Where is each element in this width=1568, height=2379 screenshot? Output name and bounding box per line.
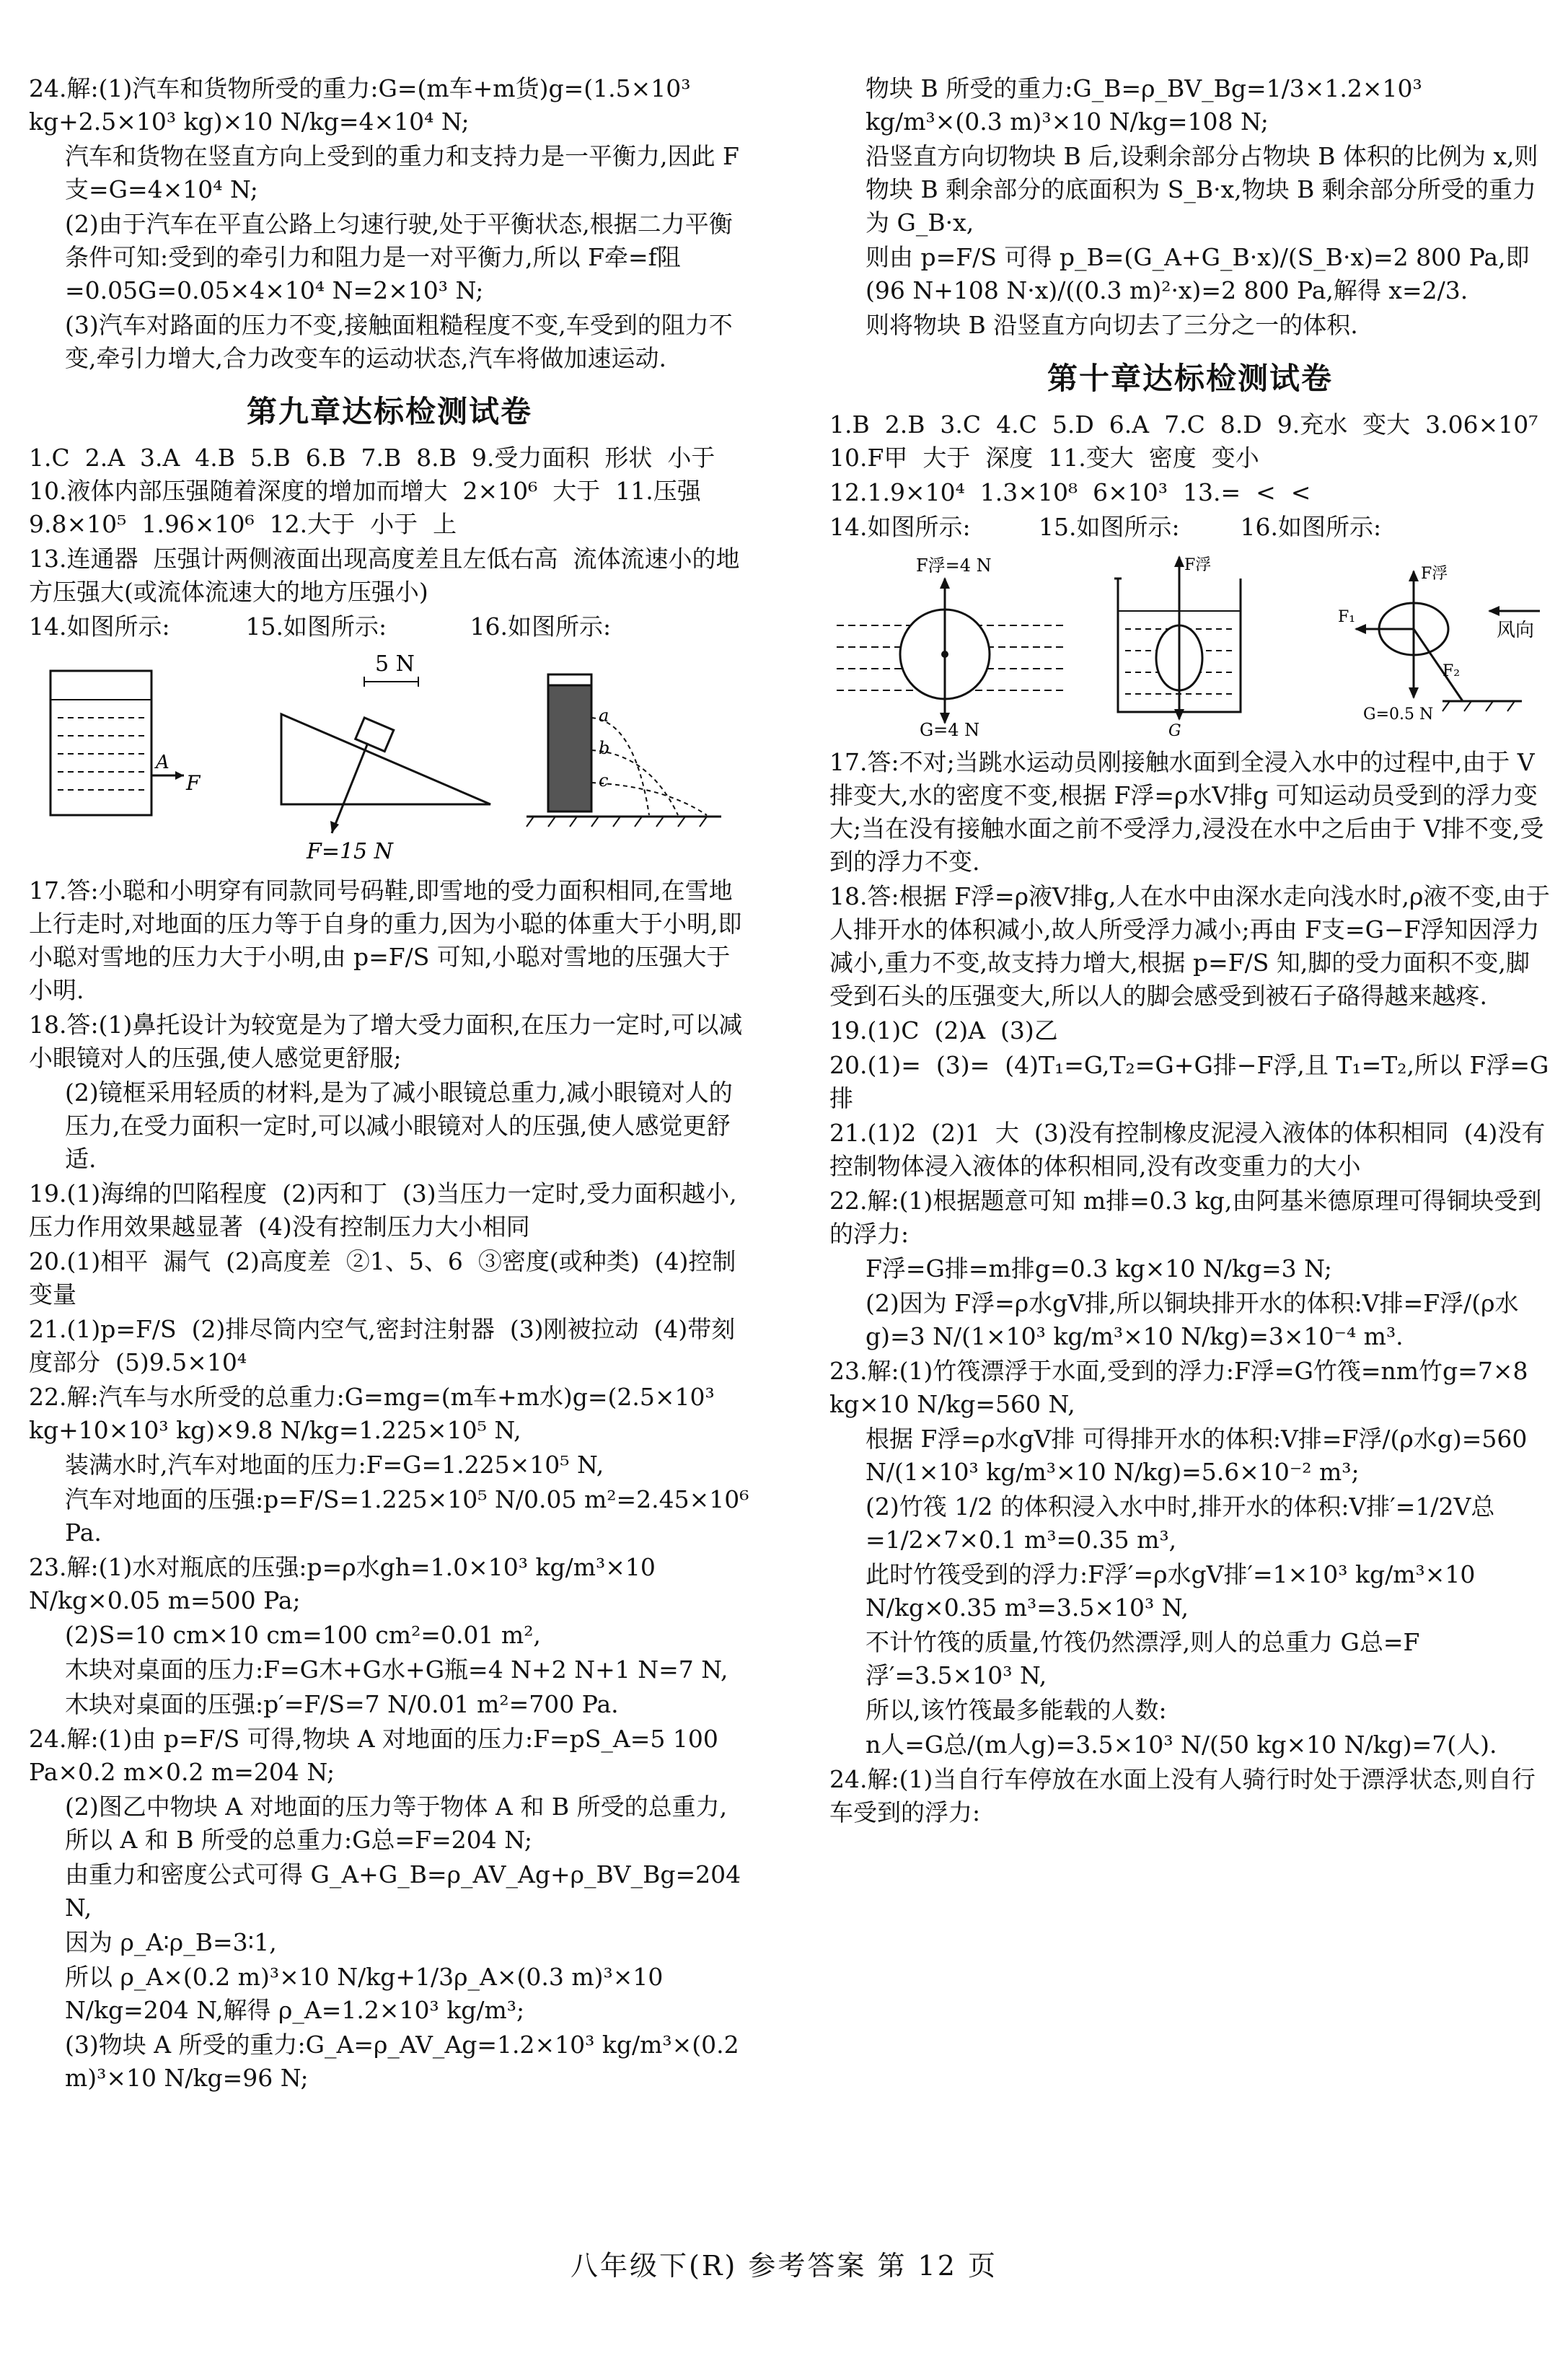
answer-paragraph: 19.(1)海绵的凹陷程度 (2)丙和丁 (3)当压力一定时,受力面积越小,压力作用效果越显著 (4)没有控制压力大小相同	[29, 1179, 737, 1241]
answer-paragraph: 汽车和货物在竖直方向上受到的重力和支持力是一平衡力,因此 F支=G=4×10⁴ N;	[65, 142, 739, 203]
answer-paragraph: 24.解:(1)由 p=F/S 可得,物块 A 对地面的压力:F=pS_A=5 100 Pa×0.2 m×0.2 m=204 N;	[29, 1725, 726, 1786]
answer-paragraph: 24.解:(1)当自行车停放在水面上没有人骑行时处于漂浮状态,则自行车受到的浮力:	[829, 1765, 1536, 1826]
answer-paragraph: 20.(1)相平 漏气 (2)高度差 ②1、5、6 ③密度(或种类) (4)控制变量	[29, 1247, 736, 1309]
answer-paragraph: 物块 B 所受的重力:G_B=ρ_BV_Bg=1/3×1.2×10³ kg/m³×(0.3 m)³×10 N/kg=108 N;	[866, 74, 1430, 136]
answer-paragraph: n人=G总/(m人g)=3.5×10³ N/(50 kg×10 N/kg)=7(人).	[866, 1731, 1497, 1759]
answer-paragraph: 1.C 2.A 3.A 4.B 5.B 6.B 7.B 8.B 9.受力面积 形状 小于 10.液体内部压强随着深度的增加而增大 2×10⁶ 大于 11.压强 9.8×10⁵ 1.96×10⁶ 12.大于 小于 上	[29, 444, 731, 538]
fig16-jets	[527, 674, 721, 827]
answer-paragraph: 装满水时,汽车对地面的压力:F=G=1.225×10⁵ N,	[65, 1451, 604, 1479]
fig14-point-label: A	[156, 752, 169, 773]
answer-paragraph: 21.(1)p=F/S (2)排尽筒内空气,密封注射器 (3)刚被拉动 (4)带刻度部分 (5)9.5×10⁴	[29, 1315, 736, 1376]
fig15-buoyancy-label: F浮	[1184, 556, 1212, 574]
chapter9-figures	[29, 649, 750, 866]
fig16-f1-label: F₁	[1338, 608, 1356, 626]
answer-paragraph: (3)物块 A 所受的重力:G_A=ρ_AV_Ag=1.2×10³ kg/m³×(0.2 m)³×10 N/kg=96 N;	[65, 2031, 747, 2092]
answer-paragraph: (2)竹筏 1/2 的体积浸入水中时,排开水的体积:V排′=1/2V总=1/2×7×0.1 m³=0.35 m³,	[866, 1492, 1495, 1554]
answer-paragraph: 不计竹筏的质量,竹筏仍然漂浮,则人的总重力 G总=F浮′=3.5×10³ N,	[866, 1628, 1420, 1689]
answer-paragraph: 因为 ρ_A∶ρ_B=3∶1,	[65, 1928, 277, 1956]
right-column	[829, 72, 1554, 1831]
answer-paragraph: 22.解:汽车与水所受的总重力:G=mg=(m车+m水)g=(2.5×10³ kg+10×10³ kg)×9.8 N/kg=1.225×10⁵ N,	[29, 1383, 723, 1444]
answer-paragraph: 木块对桌面的压强:p′=F/S=7 N/0.01 m²=700 Pa.	[65, 1690, 619, 1718]
fig15-beaker	[1114, 555, 1241, 737]
answer-paragraph: 则由 p=F/S 可得 p_B=(G_A+G_B·x)/(S_B·x)=2 800 Pa,即 (96 N+108 N·x)/((0.3 m)²·x)=2 800 Pa,解得 x=2/3.	[866, 243, 1538, 304]
chapter10-figures	[829, 550, 1551, 737]
answer-paragraph: 所以,该竹筏最多能载的人数:	[866, 1696, 1167, 1724]
fig16-gravity-label: G=0.5 N	[1363, 705, 1434, 724]
answer-paragraph: 此时竹筏受到的浮力:F浮′=ρ水gV排′=1×10³ kg/m³×10 N/kg×0.35 m³=3.5×10³ N,	[866, 1560, 1483, 1622]
answer-paragraph: 23.解:(1)水对瓶底的压强:p=ρ水gh=1.0×10³ kg/m³×10 N/kg×0.05 m=500 Pa;	[29, 1553, 664, 1614]
answer-paragraph: 则将物块 B 沿竖直方向切去了三分之一的体积.	[866, 311, 1358, 339]
answer-paragraph: (2)图乙中物块 A 对地面的压力等于物体 A 和 B 所受的总重力,所以 A 和 B 所受的总重力:G总=F=204 N;	[65, 1793, 728, 1854]
answer-paragraph: 14.如图所示: 15.如图所示: 16.如图所示:	[29, 612, 612, 641]
answer-paragraph: 23.解:(1)竹筏漂浮于水面,受到的浮力:F浮=G竹筏=nm竹g=7×8 kg×10 N/kg=560 N,	[829, 1357, 1536, 1418]
answer-paragraph: 根据 F浮=ρ水gV排 可得排开水的体积:V排=F浮/(ρ水g)=560 N/(1×10³ kg/m³×10 N/kg)=5.6×10⁻² m³;	[866, 1425, 1535, 1486]
answer-paragraph: 汽车对地面的压强:p=F/S=1.225×10⁵ N/0.05 m²=2.45×10⁶ Pa.	[65, 1485, 757, 1547]
fig15-force-label: F=15 N	[307, 839, 393, 864]
fig16-label-a: a	[599, 705, 609, 726]
answer-paragraph: 17.答:不对;当跳水运动员刚接触水面到全浸入水中的过程中,由于 V排变大,水的密度不变,根据 F浮=ρ水V排g 可知运动员受到的浮力变大;当在没有接触水面之前不受浮力,浸没在水中之后由于 V排不变,受到的浮力不变.	[829, 748, 1544, 876]
fig15-incline	[281, 651, 490, 864]
answer-paragraph: 22.解:(1)根据题意可知 m排=0.3 kg,由阿基米德原理可得铜块受到的浮力:	[829, 1187, 1542, 1248]
fig14-floating-ball	[837, 555, 1067, 737]
fig15-scale-label: 5 N	[375, 651, 415, 677]
answer-paragraph: 13.连通器 压强计两侧液面出现高度差且左低右高 流体流速小的地方压强大(或流体流速大的地方压强小)	[29, 545, 740, 606]
fig14-container	[50, 671, 201, 815]
answer-paragraph: 12.1.9×10⁴ 1.3×10⁸ 6×10³ 13.= < <	[829, 478, 1311, 506]
answer-paragraph: 所以 ρ_A×(0.2 m)³×10 N/kg+1/3ρ_A×(0.3 m)³×10 N/kg=204 N,解得 ρ_A=1.2×10³ kg/m³;	[65, 1963, 671, 2024]
answer-paragraph: 1.B 2.B 3.C 4.C 5.D 6.A 7.C 8.D 9.充水 变大 3.06×10⁷ 10.F甲 大于 深度 11.变大 密度 变小	[829, 410, 1554, 472]
answer-paragraph: F浮=G排=m排g=0.3 kg×10 N/kg=3 N;	[866, 1254, 1332, 1283]
fig16-label-b: b	[599, 738, 610, 758]
answer-paragraph: (2)镜框采用轻质的材料,是为了减小眼镜总重力,减小眼镜对人的压力,在受力面积一定时,可以减小眼镜对人的压强,使人感觉更舒适.	[65, 1078, 733, 1173]
answer-paragraph: 18.答:(1)鼻托设计为较宽是为了增大受力面积,在压力一定时,可以减小眼镜对人的压强,使人感觉更舒服;	[29, 1011, 743, 1072]
answer-paragraph: 18.答:根据 F浮=ρ液V排g,人在水中由深水走向浅水时,ρ液不变,由于人排开水的体积减小,故人所受浮力减小;再由 F支=G−F浮知因浮力减小,重力不变,故支持力增大,根据 p=F/S 知,脚的受力面积不变,脚受到石头的压强变大,所以人的脚会感受到被石子硌得越来越疼.	[829, 882, 1550, 1010]
answer-paragraph: 14.如图所示: 15.如图所示: 16.如图所示:	[829, 513, 1382, 541]
fig16-balloon	[1338, 565, 1540, 724]
figure-row	[29, 649, 750, 866]
answer-paragraph: 木块对桌面的压力:F=G木+G水+G瓶=4 N+2 N+1 N=7 N,	[65, 1655, 728, 1684]
fig16-f2-label: F₂	[1443, 662, 1461, 680]
answer-paragraph: 19.(1)C (2)A (3)乙	[829, 1016, 1058, 1045]
answer-paragraph: 由重力和密度公式可得 G_A+G_B=ρ_AV_Ag+ρ_BV_Bg=204 N,	[65, 1860, 749, 1922]
answer-paragraph: (2)因为 F浮=ρ水gV排,所以铜块排开水的体积:V排=F浮/(ρ水g)=3 N/(1×10³ kg/m³×10 N/kg)=3×10⁻⁴ m³.	[866, 1289, 1519, 1350]
answer-paragraph: 24.解:(1)汽车和货物所受的重力:G=(m车+m货)g=(1.5×10³ kg+2.5×10³ kg)×10 N/kg=4×10⁴ N;	[29, 74, 698, 136]
answer-paragraph: 21.(1)2 (2)1 大 (3)没有控制橡皮泥浸入液体的体积相同 (4)没有控制物体浸入液体的体积相同,没有改变重力的大小	[829, 1119, 1546, 1180]
answer-paragraph: 沿竖直方向切物块 B 后,设剩余部分占物块 B 体积的比例为 x,则物块 B 剩余部分的底面积为 S_B·x,物块 B 剩余部分所受的重力为 G_B·x,	[866, 142, 1538, 237]
fig16-buoyancy-label: F浮	[1421, 565, 1448, 583]
fig15-gravity-label: G	[1168, 722, 1181, 737]
answer-paragraph: (2)由于汽车在平直公路上匀速行驶,处于平衡状态,根据二力平衡条件可知:受到的牵引力和阻力是一对平衡力,所以 F牵=f阻=0.05G=0.05×4×10⁴ N=2×10³ N;	[65, 210, 733, 304]
left-column	[29, 72, 757, 2096]
fig16-label-c: c	[599, 770, 609, 791]
chapter-heading: 第九章达标检测试卷	[246, 394, 532, 429]
answer-paragraph: (2)S=10 cm×10 cm=100 cm²=0.01 m²,	[65, 1621, 541, 1649]
chapter-heading: 第十章达标检测试卷	[1047, 361, 1333, 396]
answer-paragraph: (3)汽车对路面的压力不变,接触面粗糙程度不变,车受到的阻力不变,牵引力增大,合力改变车的运动状态,汽车将做加速运动.	[65, 311, 733, 372]
fig14-force-label: F	[186, 771, 201, 795]
page-footer: 八年级下(R) 参考答案 第 12 页	[571, 2250, 997, 2282]
figure-row	[829, 550, 1551, 737]
fig16-wind-label: 风向	[1497, 620, 1535, 641]
answer-paragraph: 17.答:小聪和小明穿有同款同号码鞋,即雪地的受力面积相同,在雪地上行走时,对地面的压力等于自身的重力,因为小聪的体重大于小明,即小聪对雪地的压力大于小明,由 p=F/S 可知,小聪对雪地的压强大于小明.	[29, 876, 742, 1004]
fig14-gravity-label: G=4 N	[920, 720, 980, 737]
answer-paragraph: 20.(1)= (3)= (4)T₁=G,T₂=G+G排−F浮,且 T₁=T₂,所以 F浮=G排	[829, 1051, 1549, 1112]
fig14-buoyancy-label: F浮=4 N	[916, 555, 992, 576]
